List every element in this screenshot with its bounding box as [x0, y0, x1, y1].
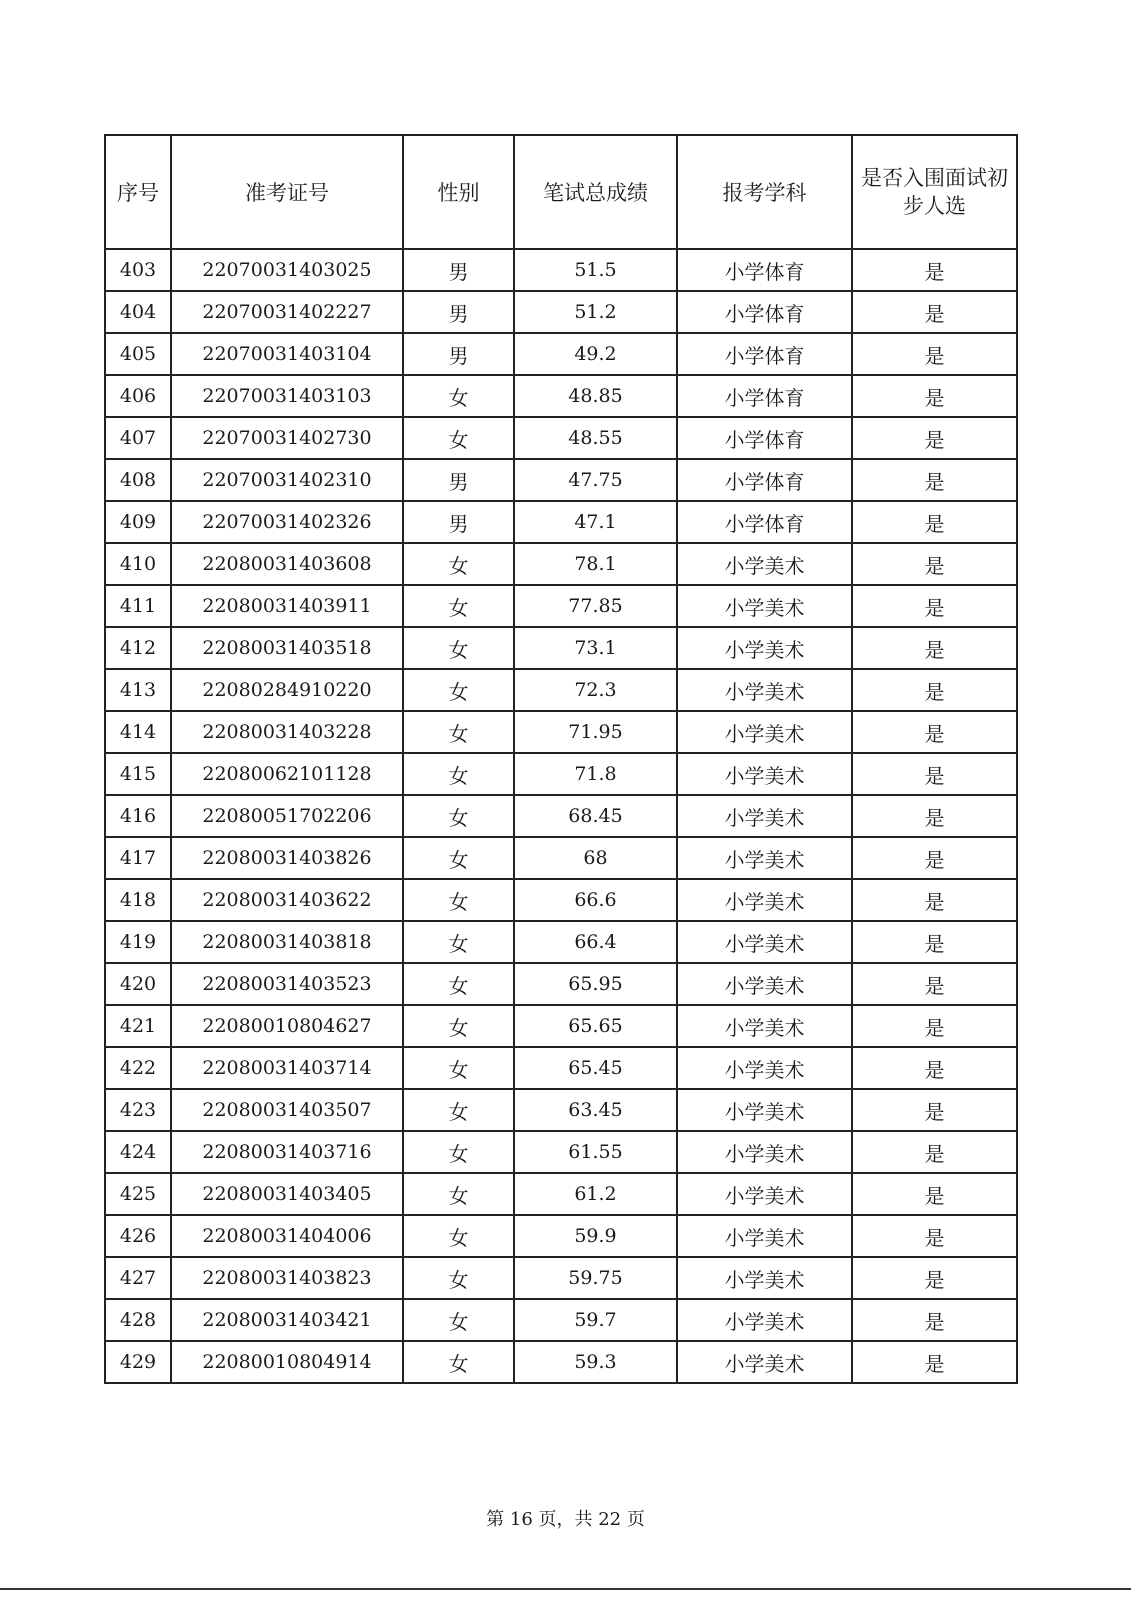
cell-serial: 413 — [105, 669, 171, 711]
table-row — [105, 669, 1017, 711]
cell-written-score: 59.7 — [514, 1299, 677, 1341]
cell-subject: 小学体育 — [677, 249, 852, 291]
cell-interview-shortlist: 是 — [852, 375, 1017, 417]
cell-subject: 小学美术 — [677, 1047, 852, 1089]
cell-gender: 男 — [403, 501, 514, 543]
cell-serial: 412 — [105, 627, 171, 669]
cell-exam-id: 22080031403421 — [171, 1299, 403, 1341]
cell-gender: 女 — [403, 1047, 514, 1089]
cell-written-score: 66.6 — [514, 879, 677, 921]
cell-gender: 女 — [403, 1257, 514, 1299]
cell-exam-id: 22070031403104 — [171, 333, 403, 375]
table-row — [105, 1005, 1017, 1047]
cell-gender: 女 — [403, 1005, 514, 1047]
cell-interview-shortlist: 是 — [852, 1299, 1017, 1341]
cell-subject: 小学体育 — [677, 333, 852, 375]
cell-written-score: 59.9 — [514, 1215, 677, 1257]
table-row — [105, 1173, 1017, 1215]
header-exam-id: 准考证号 — [171, 135, 403, 249]
cell-interview-shortlist: 是 — [852, 1005, 1017, 1047]
cell-written-score: 73.1 — [514, 627, 677, 669]
page-number: 第 16 页，共 22 页 — [486, 1509, 645, 1530]
cell-gender: 女 — [403, 753, 514, 795]
cell-interview-shortlist: 是 — [852, 627, 1017, 669]
cell-gender: 女 — [403, 627, 514, 669]
cell-exam-id: 22080031403405 — [171, 1173, 403, 1215]
cell-exam-id: 22080010804914 — [171, 1341, 403, 1383]
cell-gender: 女 — [403, 711, 514, 753]
cell-subject: 小学美术 — [677, 921, 852, 963]
cell-subject: 小学美术 — [677, 1299, 852, 1341]
cell-exam-id: 22070031403025 — [171, 249, 403, 291]
cell-written-score: 61.2 — [514, 1173, 677, 1215]
cell-gender: 女 — [403, 921, 514, 963]
scan-edge-line — [0, 1588, 1131, 1590]
cell-gender: 女 — [403, 1215, 514, 1257]
cell-exam-id: 22070031402227 — [171, 291, 403, 333]
cell-exam-id: 22080051702206 — [171, 795, 403, 837]
table-body — [105, 249, 1017, 1383]
table-row — [105, 375, 1017, 417]
cell-serial: 404 — [105, 291, 171, 333]
cell-gender: 女 — [403, 879, 514, 921]
table-row — [105, 1257, 1017, 1299]
cell-gender: 女 — [403, 1341, 514, 1383]
cell-interview-shortlist: 是 — [852, 963, 1017, 1005]
cell-gender: 女 — [403, 1299, 514, 1341]
cell-interview-shortlist: 是 — [852, 1215, 1017, 1257]
cell-gender: 男 — [403, 249, 514, 291]
cell-exam-id: 22080284910220 — [171, 669, 403, 711]
cell-gender: 女 — [403, 375, 514, 417]
cell-serial: 405 — [105, 333, 171, 375]
cell-written-score: 65.65 — [514, 1005, 677, 1047]
cell-interview-shortlist: 是 — [852, 417, 1017, 459]
cell-serial: 410 — [105, 543, 171, 585]
cell-interview-shortlist: 是 — [852, 543, 1017, 585]
cell-exam-id: 22080031403818 — [171, 921, 403, 963]
header-subject: 报考学科 — [677, 135, 852, 249]
cell-exam-id: 22080031403911 — [171, 585, 403, 627]
cell-serial: 417 — [105, 837, 171, 879]
cell-exam-id: 22080062101128 — [171, 753, 403, 795]
cell-subject: 小学美术 — [677, 753, 852, 795]
cell-interview-shortlist: 是 — [852, 837, 1017, 879]
cell-serial: 420 — [105, 963, 171, 1005]
table-row — [105, 921, 1017, 963]
cell-serial: 411 — [105, 585, 171, 627]
cell-interview-shortlist: 是 — [852, 1047, 1017, 1089]
cell-serial: 421 — [105, 1005, 171, 1047]
cell-serial: 419 — [105, 921, 171, 963]
cell-serial: 403 — [105, 249, 171, 291]
cell-written-score: 77.85 — [514, 585, 677, 627]
cell-interview-shortlist: 是 — [852, 879, 1017, 921]
table-row — [105, 1089, 1017, 1131]
cell-subject: 小学美术 — [677, 543, 852, 585]
cell-serial: 407 — [105, 417, 171, 459]
table-row — [105, 837, 1017, 879]
cell-gender: 男 — [403, 291, 514, 333]
cell-interview-shortlist: 是 — [852, 1131, 1017, 1173]
cell-written-score: 71.95 — [514, 711, 677, 753]
cell-serial: 426 — [105, 1215, 171, 1257]
cell-written-score: 49.2 — [514, 333, 677, 375]
cell-interview-shortlist: 是 — [852, 585, 1017, 627]
cell-written-score: 59.75 — [514, 1257, 677, 1299]
cell-subject: 小学美术 — [677, 669, 852, 711]
cell-subject: 小学体育 — [677, 291, 852, 333]
cell-exam-id: 22070031402730 — [171, 417, 403, 459]
cell-interview-shortlist: 是 — [852, 753, 1017, 795]
results-table — [104, 134, 1018, 1384]
cell-exam-id: 22080031403823 — [171, 1257, 403, 1299]
cell-subject: 小学美术 — [677, 963, 852, 1005]
cell-written-score: 63.45 — [514, 1089, 677, 1131]
cell-written-score: 47.1 — [514, 501, 677, 543]
cell-written-score: 65.45 — [514, 1047, 677, 1089]
cell-subject: 小学体育 — [677, 375, 852, 417]
cell-subject: 小学美术 — [677, 1215, 852, 1257]
cell-interview-shortlist: 是 — [852, 1089, 1017, 1131]
cell-exam-id: 22080031403622 — [171, 879, 403, 921]
cell-subject: 小学美术 — [677, 1257, 852, 1299]
table-row — [105, 1215, 1017, 1257]
cell-written-score: 78.1 — [514, 543, 677, 585]
cell-interview-shortlist: 是 — [852, 921, 1017, 963]
table-row — [105, 795, 1017, 837]
cell-exam-id: 22070031402326 — [171, 501, 403, 543]
cell-interview-shortlist: 是 — [852, 1257, 1017, 1299]
header-written-score: 笔试总成绩 — [514, 135, 677, 249]
cell-serial: 416 — [105, 795, 171, 837]
cell-interview-shortlist: 是 — [852, 333, 1017, 375]
cell-subject: 小学美术 — [677, 1341, 852, 1383]
cell-subject: 小学体育 — [677, 501, 852, 543]
cell-gender: 女 — [403, 1173, 514, 1215]
table-row — [105, 249, 1017, 291]
header-row — [105, 135, 1017, 249]
cell-serial: 425 — [105, 1173, 171, 1215]
table-row — [105, 1341, 1017, 1383]
table-row — [105, 627, 1017, 669]
cell-exam-id: 22070031403103 — [171, 375, 403, 417]
table-row — [105, 501, 1017, 543]
cell-subject: 小学美术 — [677, 711, 852, 753]
cell-gender: 女 — [403, 963, 514, 1005]
cell-gender: 女 — [403, 417, 514, 459]
cell-gender: 女 — [403, 669, 514, 711]
cell-exam-id: 22080031403518 — [171, 627, 403, 669]
cell-written-score: 66.4 — [514, 921, 677, 963]
cell-serial: 408 — [105, 459, 171, 501]
table-row — [105, 1299, 1017, 1341]
table-row — [105, 543, 1017, 585]
cell-interview-shortlist: 是 — [852, 795, 1017, 837]
cell-gender: 女 — [403, 585, 514, 627]
cell-gender: 女 — [403, 1089, 514, 1131]
cell-serial: 429 — [105, 1341, 171, 1383]
table-row — [105, 333, 1017, 375]
cell-subject: 小学美术 — [677, 1089, 852, 1131]
header-gender: 性别 — [403, 135, 514, 249]
cell-exam-id: 22080031403507 — [171, 1089, 403, 1131]
cell-subject: 小学体育 — [677, 459, 852, 501]
cell-written-score: 68.45 — [514, 795, 677, 837]
cell-interview-shortlist: 是 — [852, 669, 1017, 711]
cell-exam-id: 22070031402310 — [171, 459, 403, 501]
cell-written-score: 71.8 — [514, 753, 677, 795]
cell-written-score: 59.3 — [514, 1341, 677, 1383]
cell-subject: 小学美术 — [677, 627, 852, 669]
cell-serial: 424 — [105, 1131, 171, 1173]
cell-interview-shortlist: 是 — [852, 1341, 1017, 1383]
cell-exam-id: 22080031403608 — [171, 543, 403, 585]
cell-exam-id: 22080031404006 — [171, 1215, 403, 1257]
cell-written-score: 48.55 — [514, 417, 677, 459]
table-header — [105, 135, 1017, 249]
cell-subject: 小学美术 — [677, 1173, 852, 1215]
table-row — [105, 879, 1017, 921]
cell-serial: 428 — [105, 1299, 171, 1341]
cell-interview-shortlist: 是 — [852, 459, 1017, 501]
cell-serial: 422 — [105, 1047, 171, 1089]
cell-exam-id: 22080031403716 — [171, 1131, 403, 1173]
cell-subject: 小学美术 — [677, 879, 852, 921]
cell-serial: 406 — [105, 375, 171, 417]
cell-subject: 小学美术 — [677, 1131, 852, 1173]
cell-interview-shortlist: 是 — [852, 291, 1017, 333]
cell-interview-shortlist: 是 — [852, 1173, 1017, 1215]
cell-gender: 女 — [403, 837, 514, 879]
cell-subject: 小学美术 — [677, 795, 852, 837]
cell-serial: 415 — [105, 753, 171, 795]
table-row — [105, 1047, 1017, 1089]
table-row — [105, 585, 1017, 627]
table-row — [105, 963, 1017, 1005]
cell-gender: 男 — [403, 459, 514, 501]
table-row — [105, 1131, 1017, 1173]
cell-subject: 小学美术 — [677, 837, 852, 879]
cell-written-score: 65.95 — [514, 963, 677, 1005]
cell-gender: 女 — [403, 543, 514, 585]
table-row — [105, 753, 1017, 795]
table-row — [105, 417, 1017, 459]
cell-interview-shortlist: 是 — [852, 711, 1017, 753]
cell-gender: 男 — [403, 333, 514, 375]
cell-serial: 423 — [105, 1089, 171, 1131]
cell-written-score: 61.55 — [514, 1131, 677, 1173]
cell-subject: 小学美术 — [677, 1005, 852, 1047]
cell-subject: 小学体育 — [677, 417, 852, 459]
cell-interview-shortlist: 是 — [852, 501, 1017, 543]
cell-exam-id: 22080010804627 — [171, 1005, 403, 1047]
cell-written-score: 68 — [514, 837, 677, 879]
cell-written-score: 47.75 — [514, 459, 677, 501]
header-interview-shortlist: 是否入围面试初步人选 — [852, 135, 1017, 249]
table-row — [105, 711, 1017, 753]
cell-serial: 427 — [105, 1257, 171, 1299]
cell-serial: 409 — [105, 501, 171, 543]
cell-exam-id: 22080031403714 — [171, 1047, 403, 1089]
cell-exam-id: 22080031403228 — [171, 711, 403, 753]
cell-written-score: 48.85 — [514, 375, 677, 417]
cell-interview-shortlist: 是 — [852, 249, 1017, 291]
cell-written-score: 51.2 — [514, 291, 677, 333]
table-row — [105, 291, 1017, 333]
cell-written-score: 51.5 — [514, 249, 677, 291]
header-serial: 序号 — [105, 135, 171, 249]
cell-gender: 女 — [403, 795, 514, 837]
cell-gender: 女 — [403, 1131, 514, 1173]
cell-exam-id: 22080031403826 — [171, 837, 403, 879]
cell-subject: 小学美术 — [677, 585, 852, 627]
cell-serial: 414 — [105, 711, 171, 753]
cell-exam-id: 22080031403523 — [171, 963, 403, 1005]
cell-serial: 418 — [105, 879, 171, 921]
cell-written-score: 72.3 — [514, 669, 677, 711]
table-row — [105, 459, 1017, 501]
